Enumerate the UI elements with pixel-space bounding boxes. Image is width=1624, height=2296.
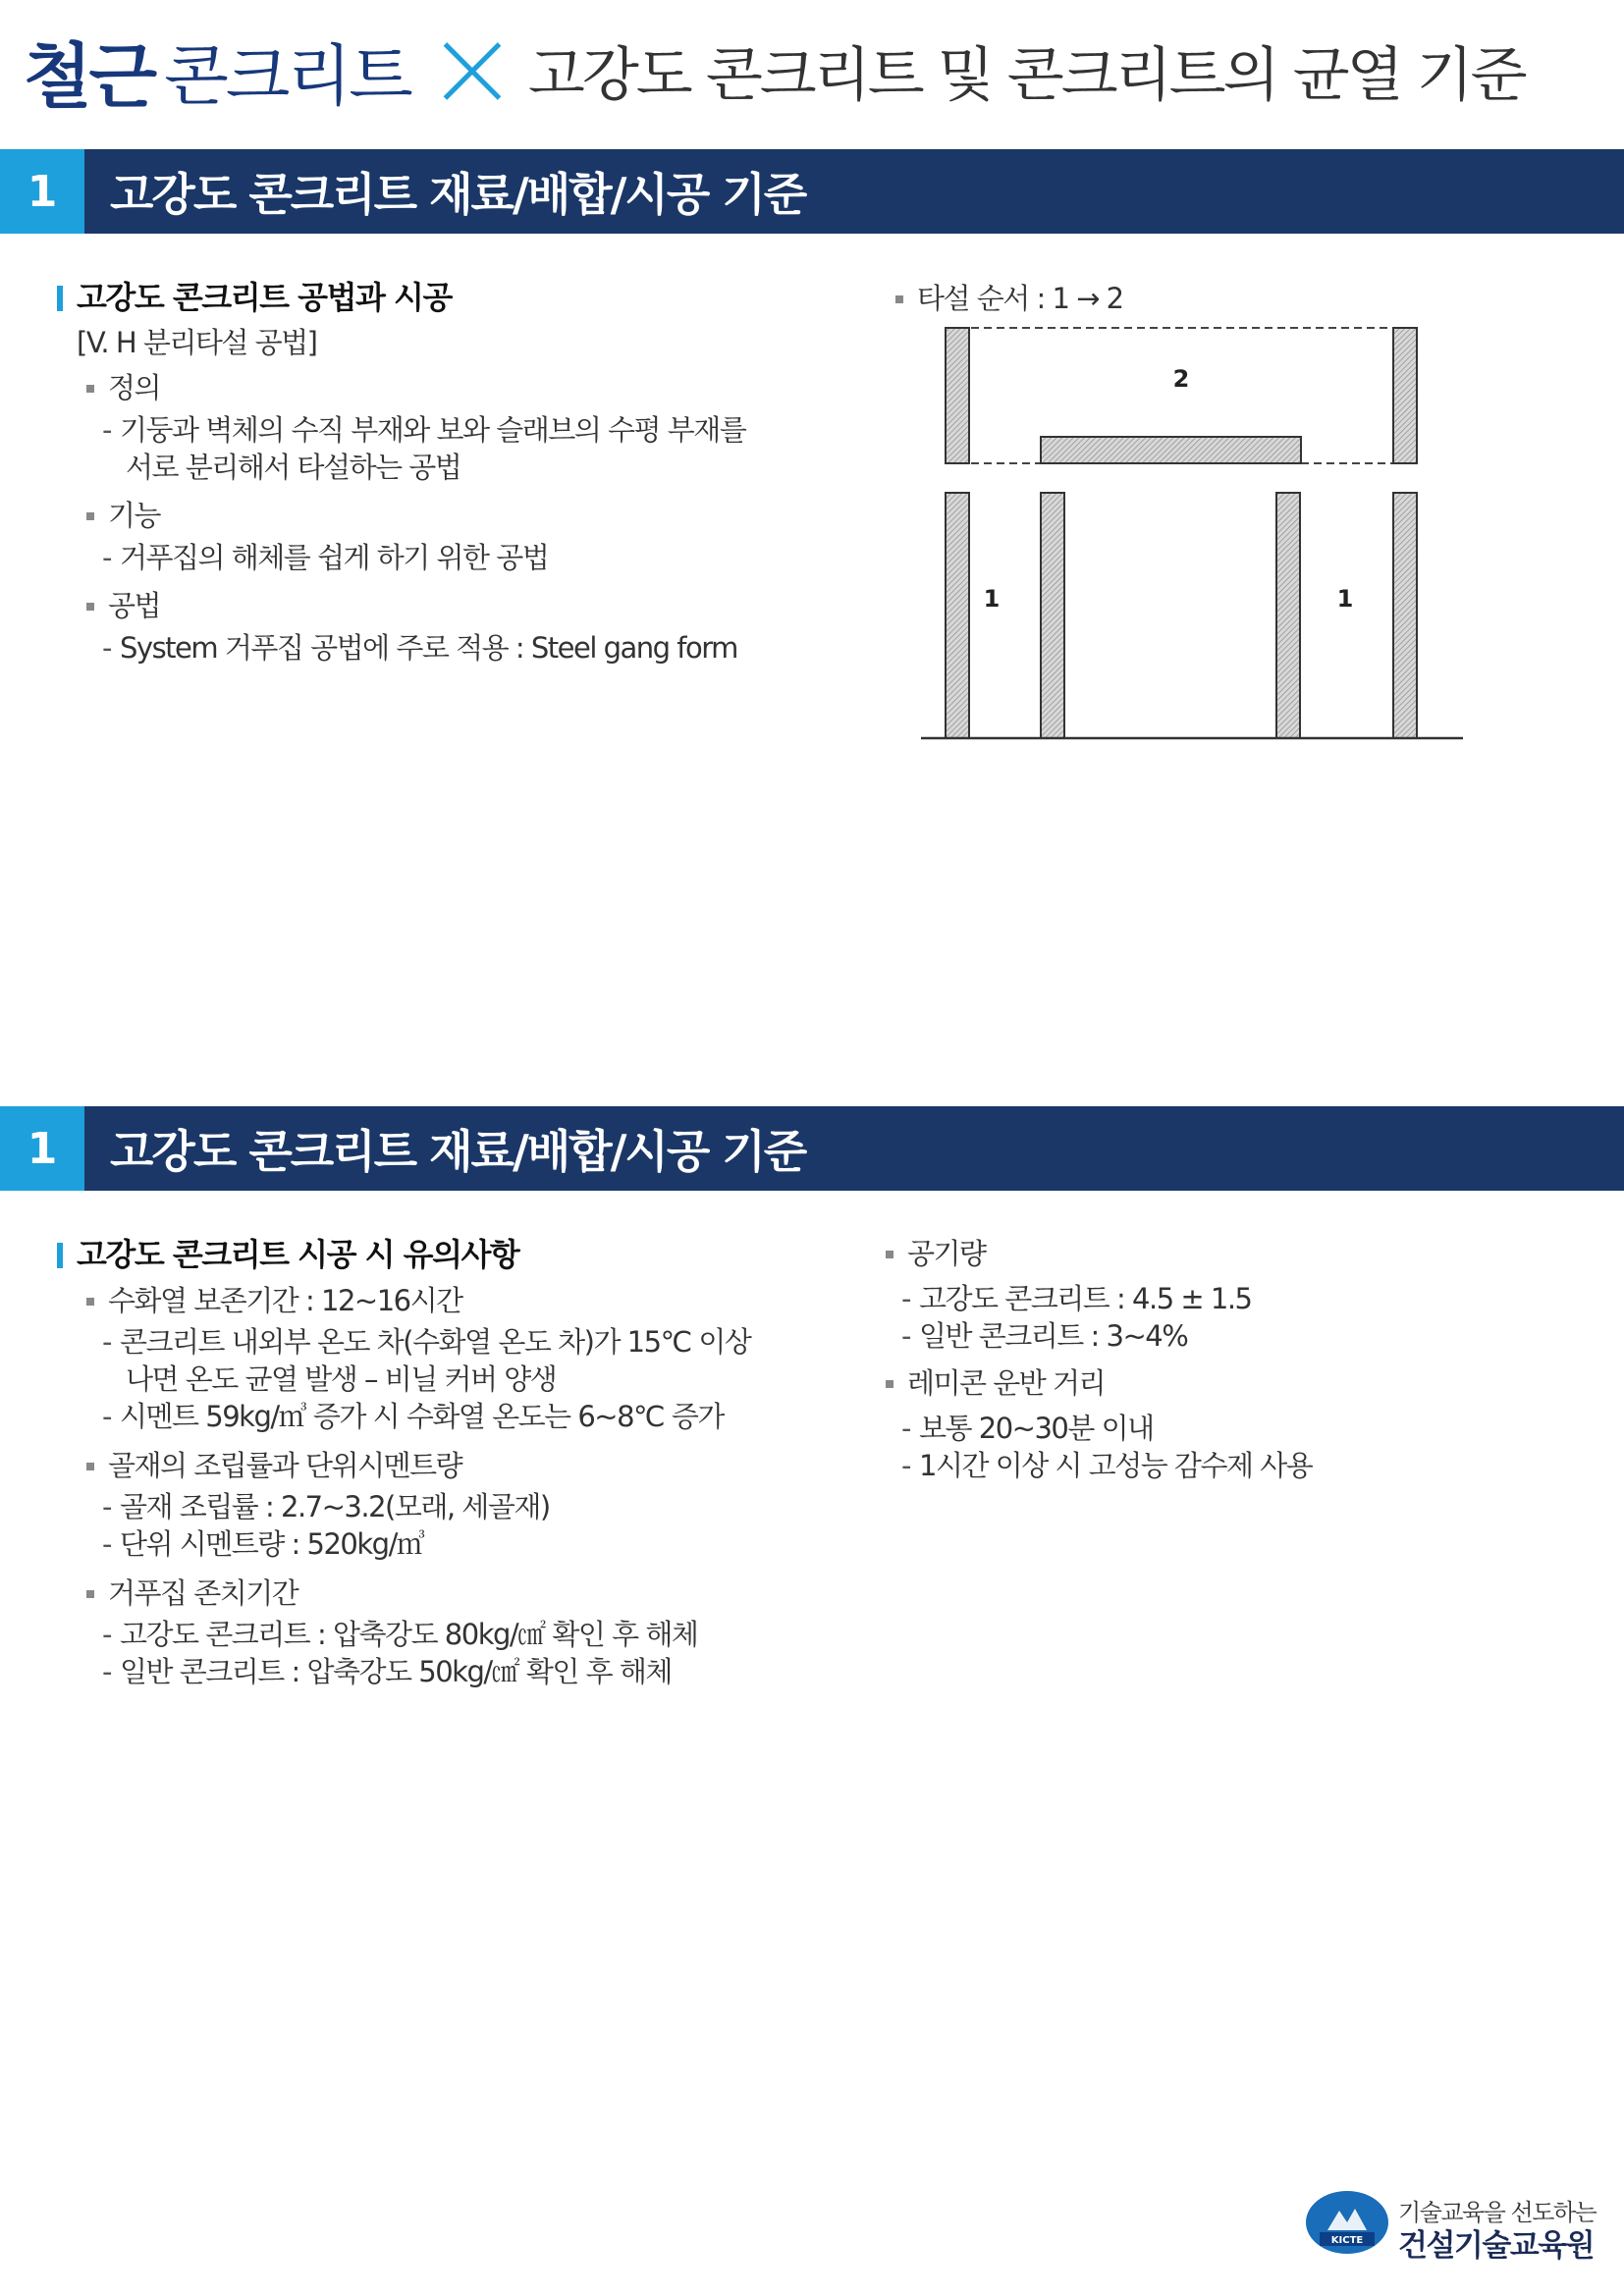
item-label: 공법: [86, 584, 160, 624]
item-line: - 고강도 콘크리트 : 압축강도 80kg/㎠ 확인 후 해체: [102, 1618, 698, 1651]
item-label: 기능: [86, 494, 160, 534]
lower-column-2: [1041, 493, 1064, 738]
item-line: - 골재 조립률 : 2.7~3.2(모래, 세골재): [102, 1490, 550, 1523]
square-bullet-icon: [86, 603, 94, 611]
upper-right-wall: [1393, 328, 1417, 463]
footer-org: 건설기술교육원: [1398, 2228, 1595, 2264]
item-line: - 고강도 콘크리트 : 4.5 ± 1.5: [901, 1282, 1252, 1315]
blue-mark-icon: [57, 286, 63, 311]
item-line: 서로 분리해서 타설하는 공법: [126, 451, 461, 484]
footer-tagline: 기술교육을 선도하는: [1398, 2199, 1597, 2226]
square-bullet-icon: [886, 1380, 893, 1388]
item-line: - 거푸집의 해체를 쉽게 하기 위한 공법: [102, 541, 549, 574]
square-bullet-icon: [86, 385, 94, 393]
section-1-number: 1: [0, 149, 84, 234]
method-name: [V. H 분리타설 공법]: [77, 326, 317, 359]
logo-text: KICTE: [1330, 2235, 1364, 2246]
section-1-header: [0, 149, 1624, 234]
upper-left-wall: [946, 328, 969, 463]
item-line: - 일반 콘크리트 : 압축강도 50kg/㎠ 확인 후 해체: [102, 1655, 672, 1688]
lower-column-3: [1276, 493, 1300, 738]
item-label: 수화열 보존기간 : 12~16시간: [86, 1279, 462, 1319]
diagram-label-1-left: 1: [983, 585, 1001, 613]
square-bullet-icon: [86, 1463, 94, 1470]
item-line: - 보통 20~30분 이내: [901, 1412, 1154, 1445]
item-line: - 1시간 이상 시 고성능 감수제 사용: [901, 1449, 1313, 1482]
diagram-caption: 타설 순서 : 1 → 2: [895, 277, 1123, 317]
item-label: 레미콘 운반 거리: [886, 1362, 1105, 1402]
diagram-label-1-right: 1: [1336, 585, 1354, 613]
item-line: - 콘크리트 내외부 온도 차(수화열 온도 차)가 15℃ 이상: [102, 1325, 751, 1359]
slab: [1041, 437, 1301, 463]
square-bullet-icon: [86, 1590, 94, 1598]
section-2-number: 1: [0, 1106, 84, 1191]
lower-column-1: [946, 493, 969, 738]
item-line: 나면 온도 균열 발생 – 비닐 커버 양생: [126, 1362, 557, 1396]
section-2-header: [0, 1106, 1624, 1191]
kicte-logo: [1306, 2191, 1388, 2254]
item-line: - 일반 콘크리트 : 3~4%: [901, 1319, 1188, 1353]
section-2-title: 고강도 콘크리트 재료/배합/시공 기준: [110, 1125, 806, 1178]
title-rest: 고강도 콘크리트 및 콘크리트의 균열 기준: [527, 41, 1525, 110]
section-1-subtitle: 고강도 콘크리트 공법과 시공: [57, 273, 452, 318]
vh-separation-diagram: [913, 314, 1478, 746]
item-label: 골재의 조립률과 단위시멘트량: [86, 1444, 461, 1484]
cross-icon: [442, 40, 503, 101]
item-label: 거푸집 존치기간: [86, 1572, 298, 1612]
square-bullet-icon: [886, 1251, 893, 1258]
title-light: 콘크리트: [164, 37, 410, 116]
square-bullet-icon: [86, 512, 94, 520]
square-bullet-icon: [86, 1298, 94, 1306]
page-title: [24, 22, 1525, 120]
section-2-subtitle: 고강도 콘크리트 시공 시 유의사항: [57, 1230, 518, 1275]
item-line: - 시멘트 59kg/㎥ 증가 시 수화열 온도는 6~8℃ 증가: [102, 1400, 724, 1433]
diagram-label-2: 2: [1172, 365, 1190, 393]
title-bold: 철근: [24, 35, 155, 118]
square-bullet-icon: [895, 295, 903, 303]
item-label: 공기량: [886, 1232, 986, 1272]
item-line: - 기둥과 벽체의 수직 부재와 보와 슬래브의 수평 부재를: [102, 413, 746, 447]
item-line: - System 거푸집 공법에 주로 적용 : Steel gang form: [102, 631, 737, 665]
lower-column-4: [1393, 493, 1417, 738]
section-1-title: 고강도 콘크리트 재료/배합/시공 기준: [110, 168, 806, 221]
item-line: - 단위 시멘트량 : 520kg/㎥: [102, 1527, 424, 1561]
item-label: 정의: [86, 366, 160, 406]
blue-mark-icon: [57, 1243, 63, 1268]
